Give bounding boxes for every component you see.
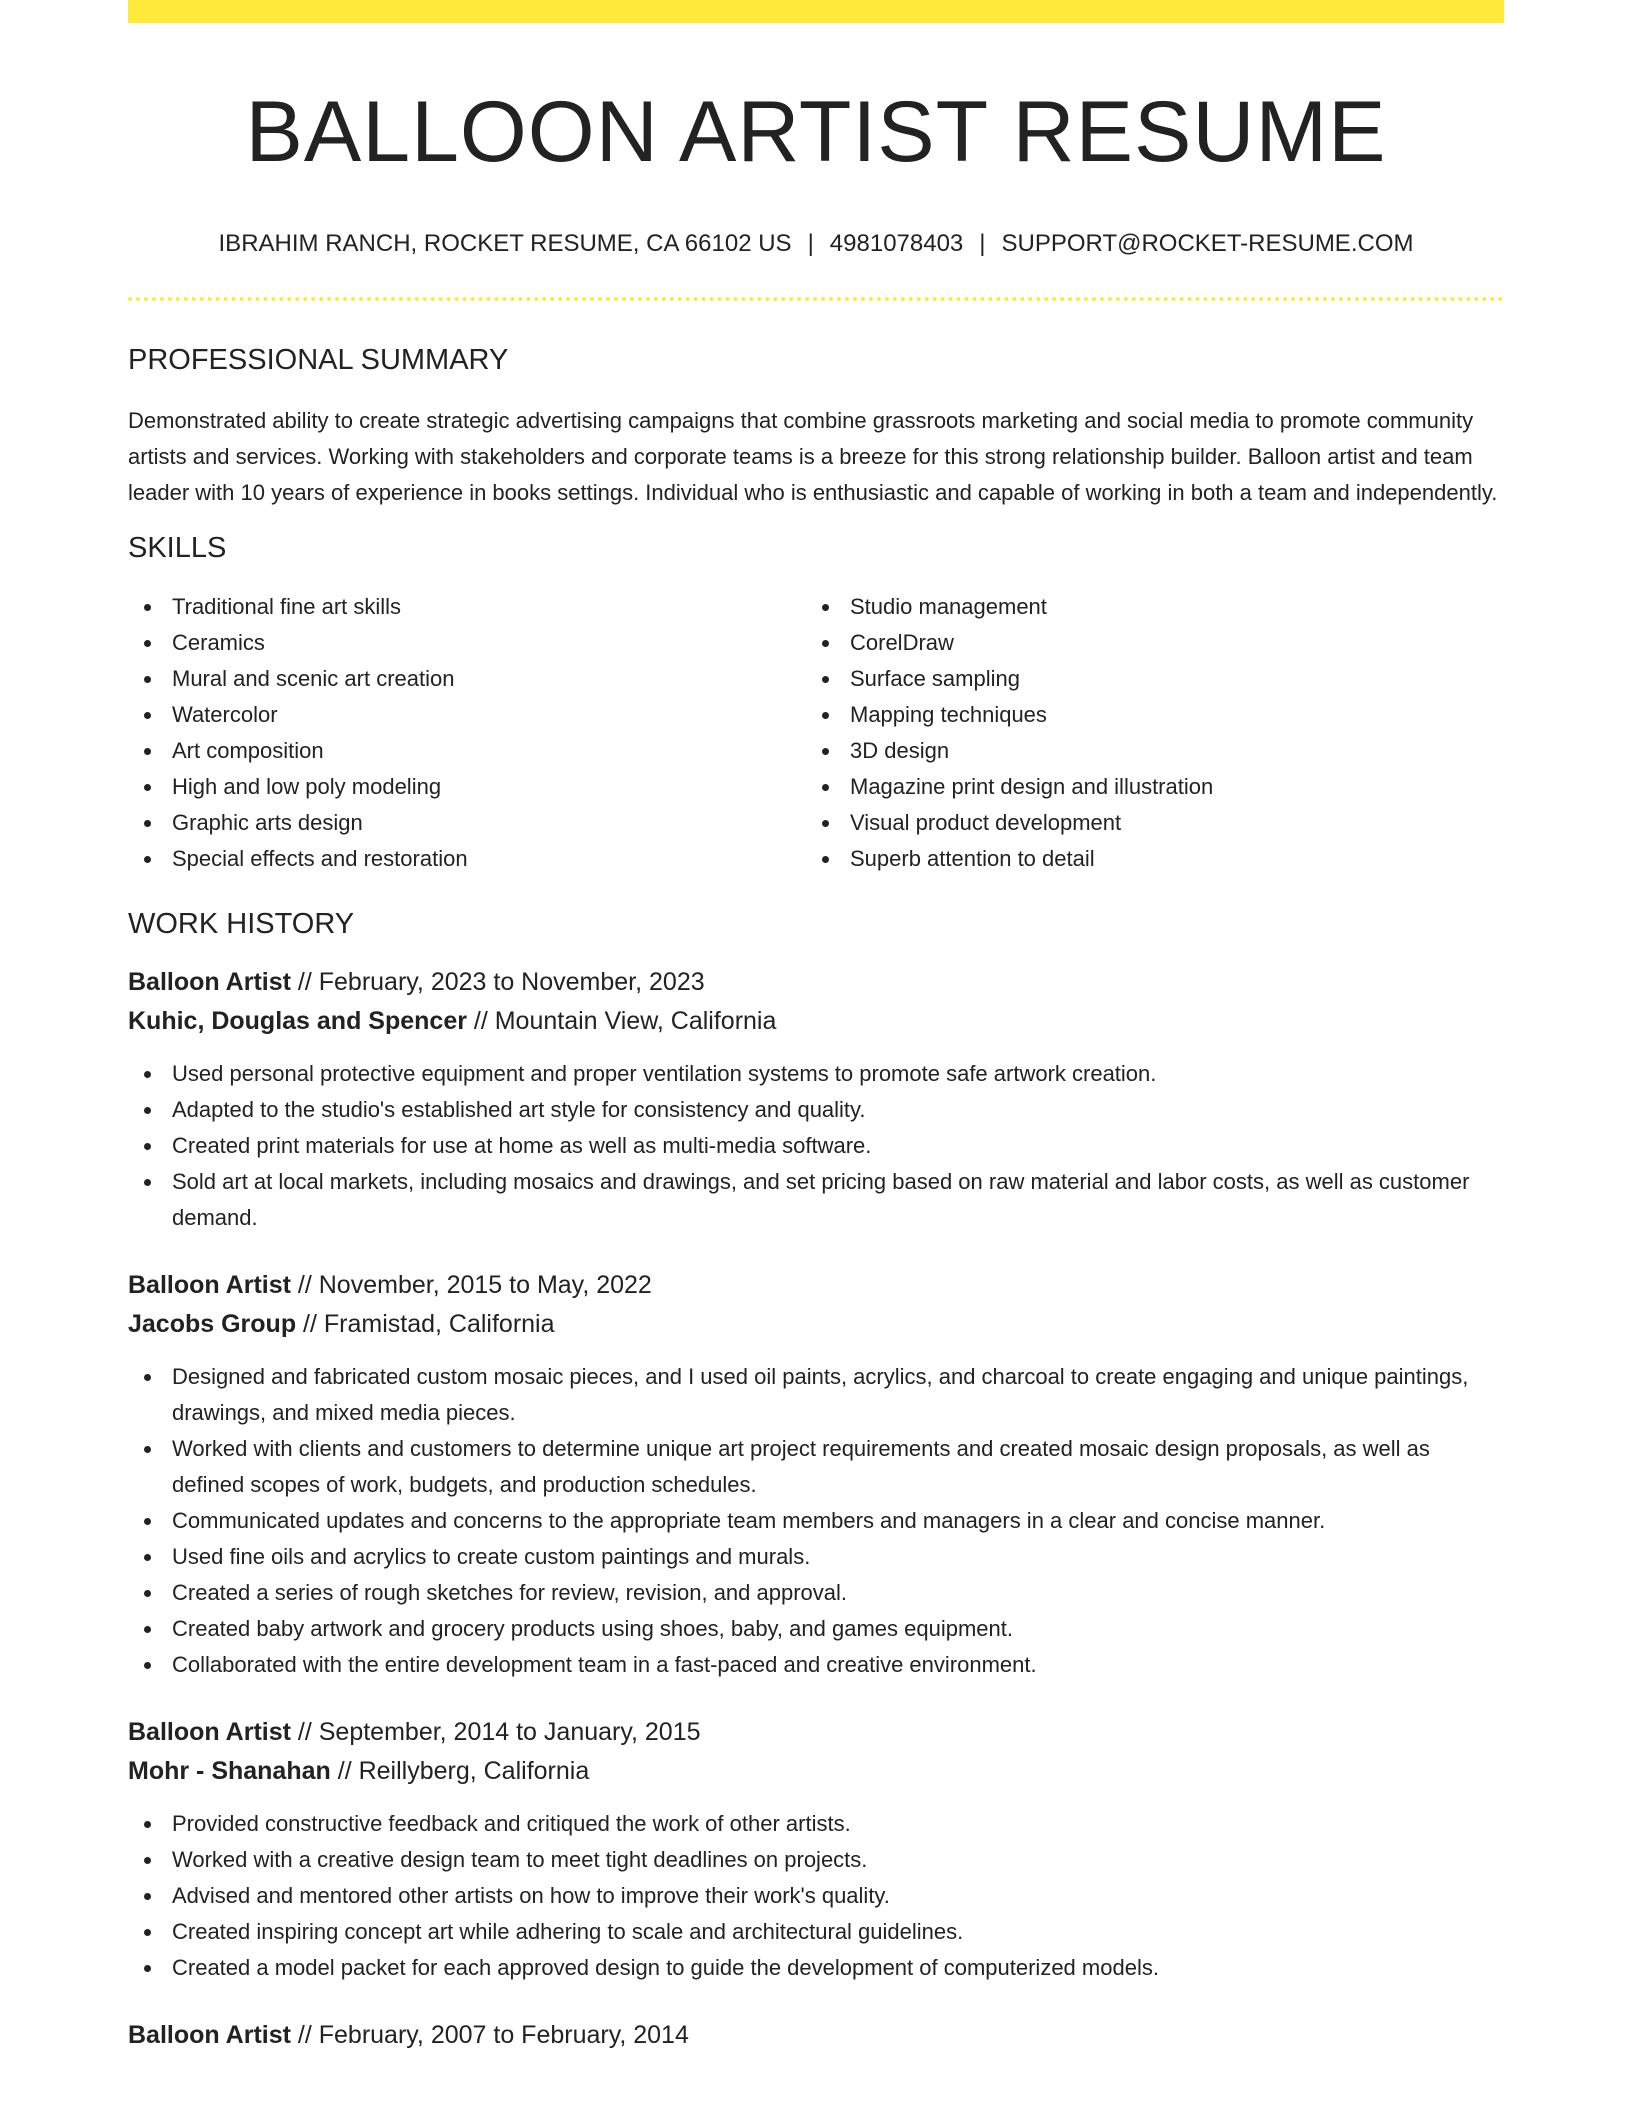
job-title-line xyxy=(128,2016,1504,2055)
contact-line xyxy=(128,230,1504,259)
job-dates: // November, 2015 to May, 2022 xyxy=(290,1271,652,1300)
skill-item: Studio management xyxy=(806,589,1484,625)
job-company-line xyxy=(128,1752,1504,1791)
job-entry xyxy=(128,1713,1504,1986)
skill-item: Visual product development xyxy=(806,805,1484,841)
skill-item: Superb attention to detail xyxy=(806,841,1484,877)
job-dates: // September, 2014 to January, 2015 xyxy=(290,1718,701,1747)
summary-text: Demonstrated ability to create strategic advertising campaigns that combine grassroots marketing and social media to promote community artists and services. Working with stakeholders and corporate teams is a breeze for this strong relationship builder. Balloon artist and team leader with 10 years of experience in books settings. Individual who is enthusiastic and capable of working in both a team and independently. xyxy=(128,408,1498,506)
resume-title: BALLOON ARTIST RESUME xyxy=(245,84,1387,180)
job-entry xyxy=(128,1266,1504,1683)
skill-item: Traditional fine art skills xyxy=(128,589,806,625)
duty-item: Created baby artwork and grocery products using shoes, baby, and games equipment. xyxy=(128,1611,1504,1647)
dotted-divider xyxy=(128,297,1504,301)
job-title: Balloon Artist xyxy=(128,968,291,997)
contact-phone: 4981078403 xyxy=(829,229,964,257)
job-entry xyxy=(128,963,1504,1236)
job-company: Jacobs Group xyxy=(128,1310,297,1339)
job-title-line xyxy=(128,963,1504,1002)
skills-columns xyxy=(128,589,1504,877)
duty-item: Created a series of rough sketches for review, revision, and approval. xyxy=(128,1575,1504,1611)
job-title: Balloon Artist xyxy=(128,1271,291,1300)
job-location: // Mountain View, California xyxy=(466,1007,777,1036)
job-title: Balloon Artist xyxy=(128,2021,291,2050)
skill-item: Graphic arts design xyxy=(128,805,806,841)
job-entry xyxy=(128,2016,1504,2055)
contact-address: IBRAHIM RANCH, ROCKET RESUME, CA 66102 US xyxy=(218,229,792,257)
job-title: Balloon Artist xyxy=(128,1718,291,1747)
duty-item: Used personal protective equipment and proper ventilation systems to promote safe artwork creation. xyxy=(128,1056,1504,1092)
duty-item: Adapted to the studio's established art style for consistency and quality. xyxy=(128,1092,1504,1128)
job-company-line xyxy=(128,1305,1504,1344)
job-title-line xyxy=(128,1713,1504,1752)
skills-list-left xyxy=(128,589,806,877)
job-location: // Framistad, California xyxy=(296,1310,555,1339)
skill-item: Special effects and restoration xyxy=(128,841,806,877)
job-duties xyxy=(128,1806,1504,1986)
work-history-heading: WORK HISTORY xyxy=(128,908,355,941)
contact-separator: | xyxy=(979,229,986,257)
top-accent-bar xyxy=(128,0,1504,23)
job-company: Mohr - Shanahan xyxy=(128,1757,331,1786)
job-company: Kuhic, Douglas and Spencer xyxy=(128,1007,467,1036)
skill-item: Mural and scenic art creation xyxy=(128,661,806,697)
duty-item: Used fine oils and acrylics to create custom paintings and murals. xyxy=(128,1539,1504,1575)
duty-item: Sold art at local markets, including mosaics and drawings, and set pricing based on raw material and labor costs, as well as customer demand. xyxy=(128,1164,1504,1236)
duty-item: Worked with a creative design team to meet tight deadlines on projects. xyxy=(128,1842,1504,1878)
skills-list-right xyxy=(806,589,1484,877)
job-duties xyxy=(128,1056,1504,1236)
skill-item: Magazine print design and illustration xyxy=(806,769,1484,805)
duty-item: Designed and fabricated custom mosaic pieces, and I used oil paints, acrylics, and charcoal to create engaging and unique paintings, drawings, and mixed media pieces. xyxy=(128,1359,1504,1431)
job-dates: // February, 2023 to November, 2023 xyxy=(290,968,705,997)
duty-item: Communicated updates and concerns to the appropriate team members and managers in a clear and concise manner. xyxy=(128,1503,1504,1539)
skills-heading: SKILLS xyxy=(128,532,227,565)
job-company-line xyxy=(128,1002,1504,1041)
skill-item: Surface sampling xyxy=(806,661,1484,697)
skill-item: Ceramics xyxy=(128,625,806,661)
duty-item: Created inspiring concept art while adhering to scale and architectural guidelines. xyxy=(128,1914,1504,1950)
resume-page xyxy=(128,0,1504,2055)
duty-item: Created a model packet for each approved design to guide the development of computerized models. xyxy=(128,1950,1504,1986)
skill-item: Mapping techniques xyxy=(806,697,1484,733)
contact-separator: | xyxy=(807,229,814,257)
duty-item: Advised and mentored other artists on how to improve their work's quality. xyxy=(128,1878,1504,1914)
contact-email: SUPPORT@ROCKET-RESUME.COM xyxy=(1001,229,1414,257)
job-location: // Reillyberg, California xyxy=(330,1757,590,1786)
skill-item: Art composition xyxy=(128,733,806,769)
skill-item: CorelDraw xyxy=(806,625,1484,661)
duty-item: Created print materials for use at home as well as multi-media software. xyxy=(128,1128,1504,1164)
summary-heading: PROFESSIONAL SUMMARY xyxy=(128,344,509,377)
duty-item: Worked with clients and customers to determine unique art project requirements and created mosaic design proposals, as well as defined scopes of work, budgets, and production schedules. xyxy=(128,1431,1504,1503)
job-duties xyxy=(128,1359,1504,1683)
duty-item: Provided constructive feedback and critiqued the work of other artists. xyxy=(128,1806,1504,1842)
skill-item: 3D design xyxy=(806,733,1484,769)
job-dates: // February, 2007 to February, 2014 xyxy=(290,2021,689,2050)
duty-item: Collaborated with the entire development team in a fast-paced and creative environment. xyxy=(128,1647,1504,1683)
skill-item: High and low poly modeling xyxy=(128,769,806,805)
skill-item: Watercolor xyxy=(128,697,806,733)
job-title-line xyxy=(128,1266,1504,1305)
